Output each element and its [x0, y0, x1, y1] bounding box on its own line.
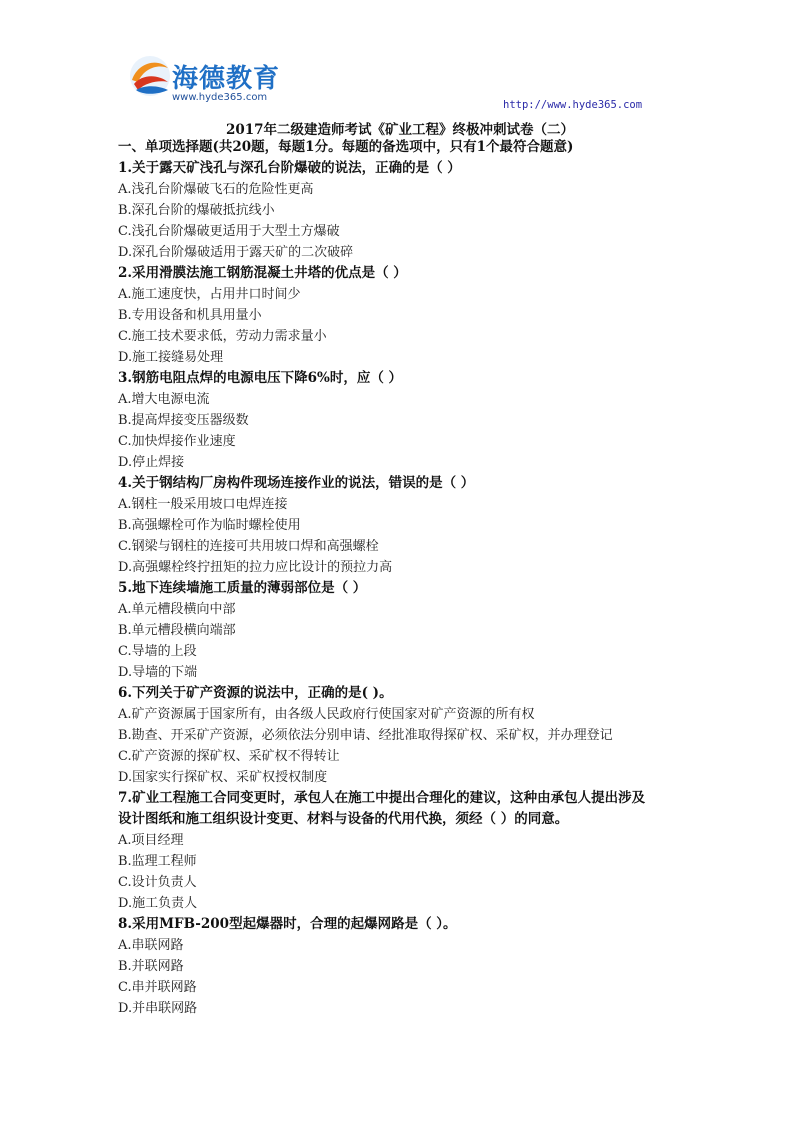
answer-option[interactable]: D.施工负责人: [118, 896, 198, 911]
answer-option[interactable]: B.并联网路: [118, 959, 184, 974]
question-6: [118, 683, 718, 788]
answer-option[interactable]: C.设计负责人: [118, 875, 197, 890]
answer-option[interactable]: A.单元槽段横向中部: [118, 602, 236, 617]
answer-option[interactable]: A.矿产资源属于国家所有，由各级人民政府行使国家对矿产资源的所有权: [118, 707, 535, 722]
question-3: [118, 368, 718, 473]
document-body: [118, 137, 718, 1019]
question-stem: 6.下列关于矿产资源的说法中，正确的是( )。: [118, 685, 393, 701]
question-list: [118, 158, 718, 1019]
question-8: [118, 914, 718, 1019]
answer-option[interactable]: C.施工技术要求低，劳动力需求量小: [118, 329, 327, 344]
answer-option[interactable]: A.项目经理: [118, 833, 184, 848]
answer-option[interactable]: D.高强螺栓终拧扭矩的拉力应比设计的预拉力高: [118, 560, 393, 575]
logo-name: 海德教育: [172, 64, 281, 94]
question-stem: 7.矿业工程施工合同变更时，承包人在施工中提出合理化的建议，这种由承包人提出涉及: [118, 790, 646, 806]
question-stem: 3.钢筋电阻点焊的电源电压下降6%时，应（ ）: [118, 370, 403, 386]
question-stem: 8.采用MFB-200型起爆器时，合理的起爆网路是（ ）。: [118, 916, 457, 932]
question-2: [118, 263, 718, 368]
answer-option[interactable]: A.施工速度快，占用井口时间少: [118, 287, 301, 302]
answer-option[interactable]: D.国家实行探矿权、采矿权授权制度: [118, 770, 328, 785]
answer-option[interactable]: B.深孔台阶的爆破抵抗线小: [118, 203, 275, 218]
answer-option[interactable]: A.钢柱一般采用坡口电焊连接: [118, 497, 288, 512]
document-title: 2017年二级建造师考试《矿业工程》终极冲刺试卷（二）: [225, 122, 575, 138]
answer-option[interactable]: B.监理工程师: [118, 854, 197, 869]
question-stem: 1.关于露天矿浅孔与深孔台阶爆破的说法，正确的是（ ）: [118, 160, 461, 176]
site-url-link[interactable]: http://www.hyde365.com: [503, 99, 643, 111]
answer-option[interactable]: D.导墙的下端: [118, 665, 198, 680]
answer-option[interactable]: D.并串联网路: [118, 1001, 198, 1016]
answer-option[interactable]: D.施工接缝易处理: [118, 350, 224, 365]
answer-option[interactable]: C.矿产资源的探矿权、采矿权不得转让: [118, 749, 340, 764]
answer-option[interactable]: C.钢梁与钢柱的连接可共用坡口焊和高强螺栓: [118, 539, 379, 554]
question-1: [118, 158, 718, 263]
logo: [128, 52, 288, 108]
logo-swirl-icon: [128, 54, 172, 98]
question-stem: 4.关于钢结构厂房构件现场连接作业的说法，错误的是（ ）: [118, 475, 475, 491]
answer-option[interactable]: B.提高焊接变压器级数: [118, 413, 249, 428]
answer-option[interactable]: D.深孔台阶爆破适用于露天矿的二次破碎: [118, 245, 354, 260]
answer-option[interactable]: C.串并联网路: [118, 980, 197, 995]
answer-option[interactable]: C.浅孔台阶爆破更适用于大型土方爆破: [118, 224, 340, 239]
answer-option[interactable]: B.勘查、开采矿产资源，必须依法分别申请、经批准取得探矿权、采矿权，并办理登记: [118, 728, 613, 743]
answer-option[interactable]: B.专用设备和机具用量小: [118, 308, 262, 323]
answer-option[interactable]: C.加快焊接作业速度: [118, 434, 236, 449]
logo-url: www.hyde365.com: [172, 92, 268, 103]
question-stem: 2.采用滑膜法施工钢筋混凝土井塔的优点是（ ）: [118, 265, 407, 281]
question-4: [118, 473, 718, 578]
section-heading: 一、单项选择题(共20题，每题1分。每题的备选项中，只有1个最符合题意): [118, 139, 574, 155]
question-stem: 5.地下连续墙施工质量的薄弱部位是（ ）: [118, 580, 367, 596]
answer-option[interactable]: B.高强螺栓可作为临时螺栓使用: [118, 518, 301, 533]
answer-option[interactable]: D.停止焊接: [118, 455, 185, 470]
question-7: [118, 788, 718, 914]
question-stem: 设计图纸和施工组织设计变更、材料与设备的代用代换，须经（ ）的同意。: [118, 811, 569, 827]
question-5: [118, 578, 718, 683]
answer-option[interactable]: B.单元槽段横向端部: [118, 623, 236, 638]
answer-option[interactable]: A.串联网路: [118, 938, 184, 953]
answer-option[interactable]: C.导墙的上段: [118, 644, 197, 659]
answer-option[interactable]: A.增大电源电流: [118, 392, 210, 407]
answer-option[interactable]: A.浅孔台阶爆破飞石的危险性更高: [118, 182, 314, 197]
